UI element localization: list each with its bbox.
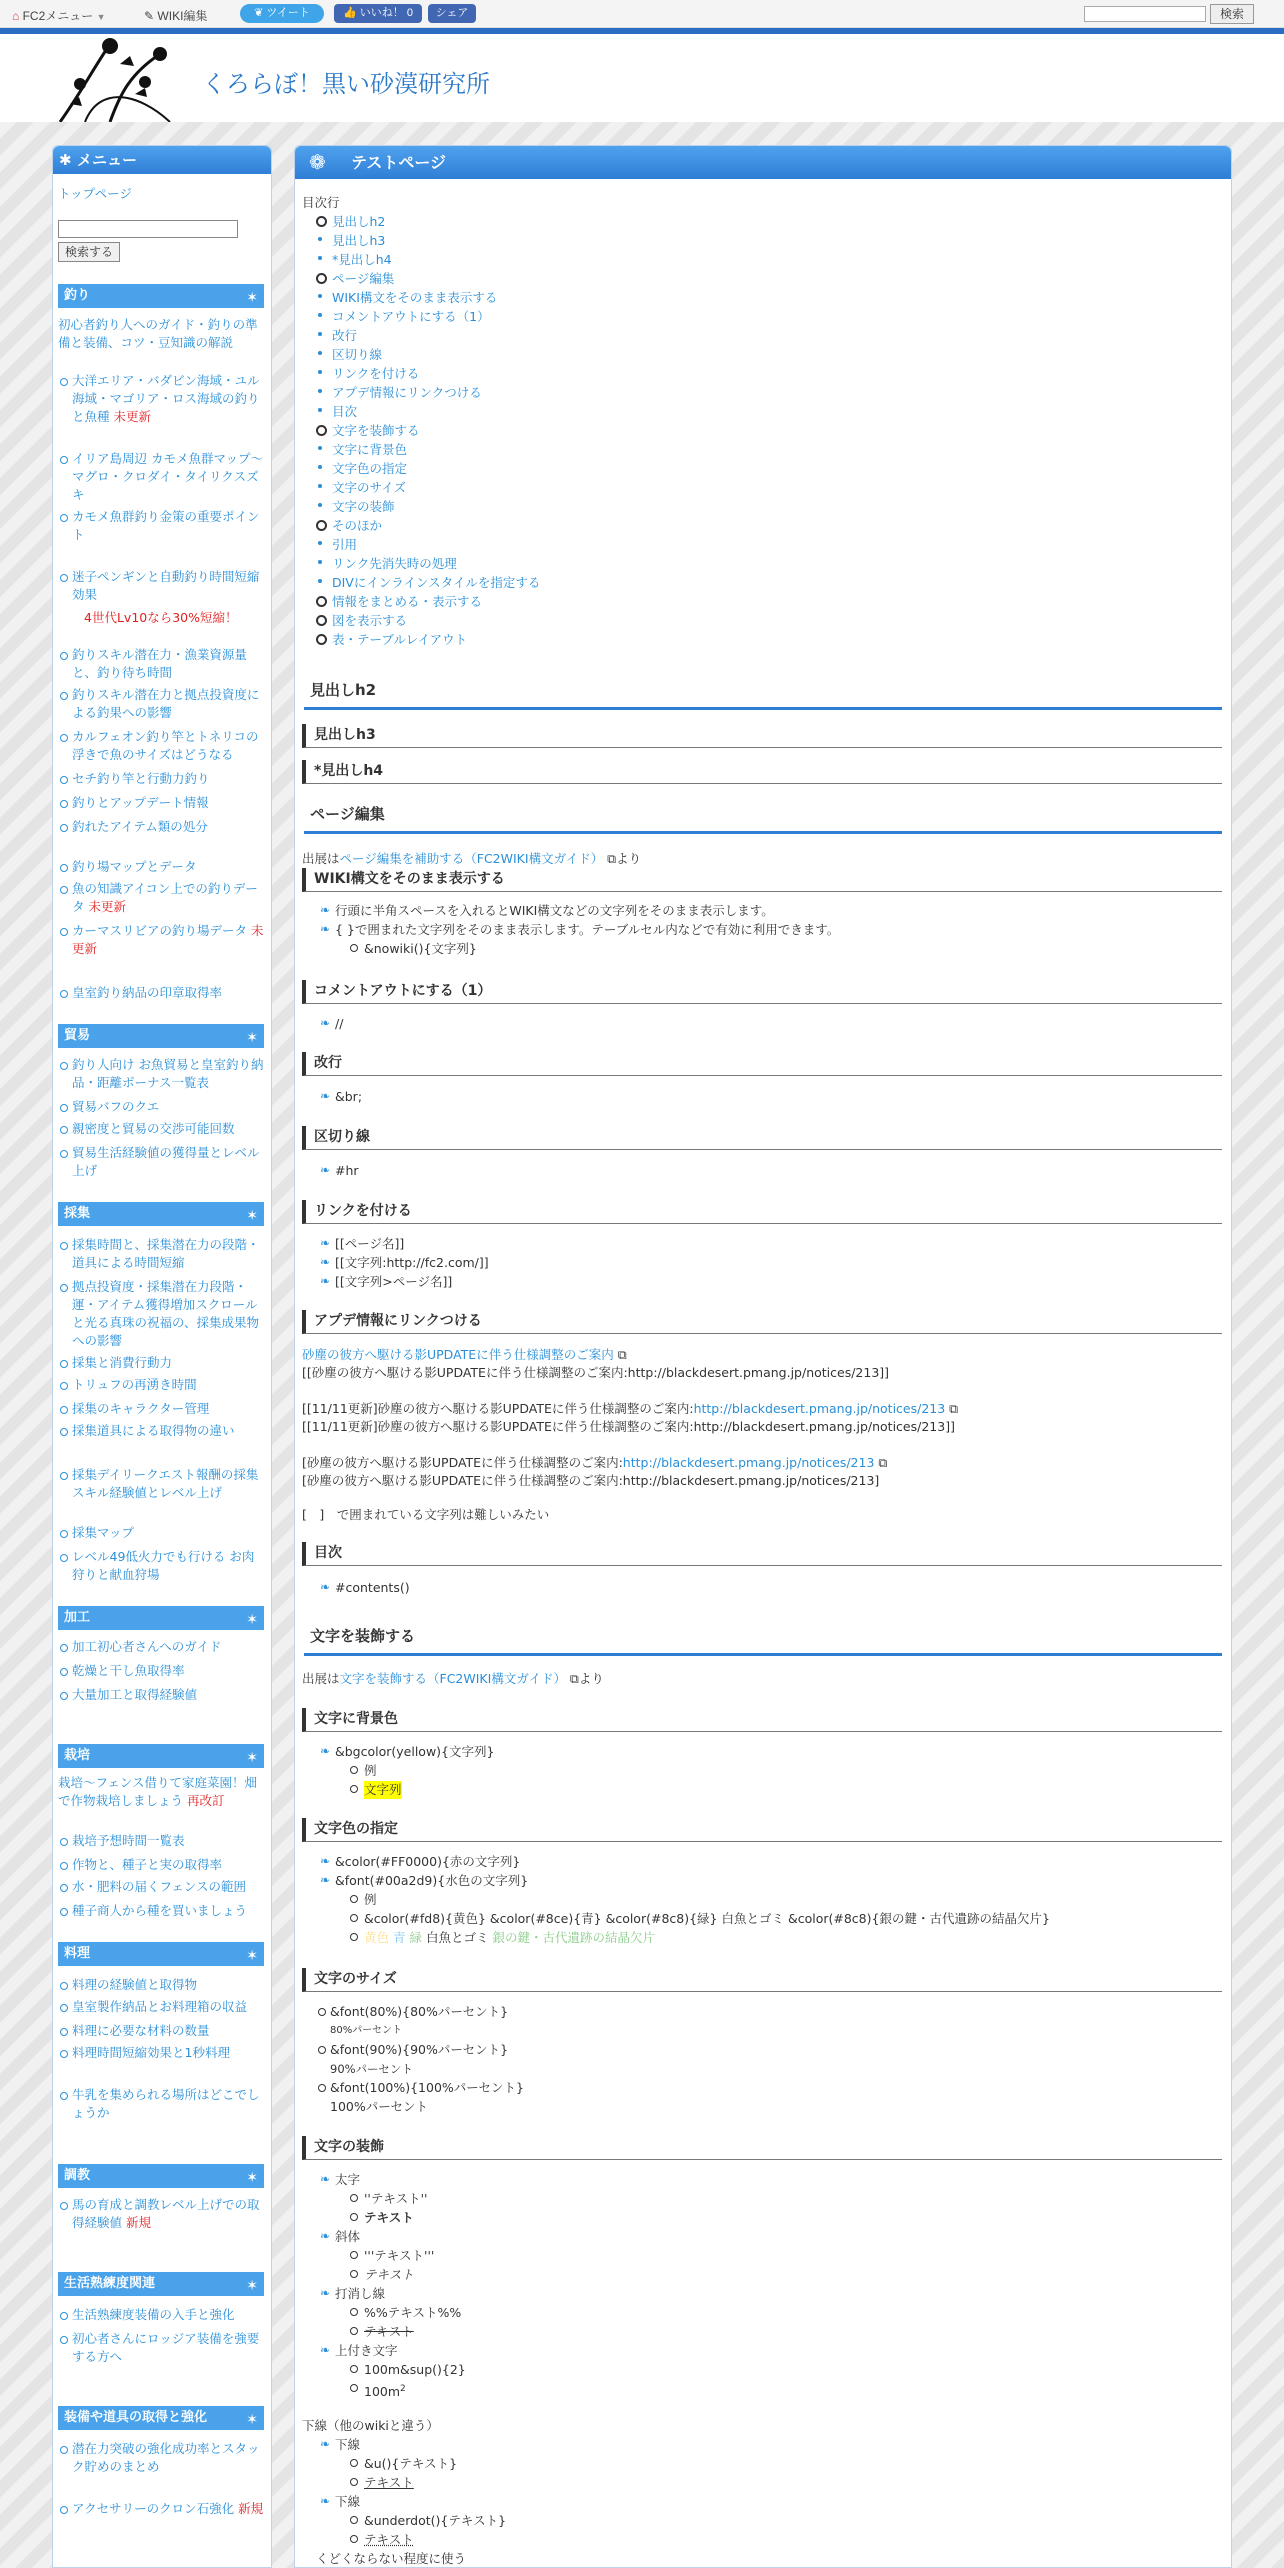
circle-bullet: [350, 2516, 358, 2524]
sidebar-item[interactable]: 大洋エリア・バダビン海域・ユル海域・マゴリア・ロス海域の釣りと魚種 未更新: [58, 372, 264, 426]
toc-item[interactable]: 情報をまとめる・表示する: [332, 594, 483, 609]
fish-bullet-icon: ❧: [320, 1255, 331, 1269]
page-title: テストページ: [351, 153, 447, 172]
fish-bullet-icon: ❧: [320, 2229, 331, 2243]
heading-color: 文字色の指定: [302, 1818, 1222, 1842]
sidebar-section-fishing: 釣り ✶: [58, 284, 264, 308]
sidebar-item[interactable]: 乾燥と干し魚取得率: [58, 1662, 264, 1680]
circle-bullet: [350, 2459, 358, 2467]
underline-syntax: &u(){テキスト}: [364, 2456, 458, 2471]
external-link-icon: ⧉: [613, 1347, 627, 1362]
site-header: [0, 34, 1284, 122]
sidebar-item[interactable]: 料理時間短縮効果と1秒料理: [58, 2044, 264, 2062]
heading-toc: 目次: [302, 1542, 1222, 1566]
circle-bullet: [350, 2270, 358, 2278]
strike-label: 打消し線: [335, 2286, 386, 2301]
bgcolor-text: &bgcolor(yellow){文字列}: [335, 1744, 495, 1759]
fish-bullet-icon: ❧: [320, 1873, 331, 1887]
sidebar-item[interactable]: アクセサリーのクロン石強化 新規: [58, 2500, 264, 2518]
bgcolor-example: 文字列: [364, 1782, 402, 1797]
underline-example: テキスト: [364, 2475, 414, 2490]
sidebar-note: 4世代Lv10なら30%短縮！: [84, 610, 238, 625]
sidebar-item[interactable]: 釣り人向け お魚貿易と皇室釣り納品・距離ボーナス一覧表: [58, 1056, 264, 1092]
fish-bullet-icon: ❧: [320, 1089, 331, 1103]
toc-item[interactable]: 文字のサイズ: [332, 480, 407, 495]
link-text-3: [[文字列>ページ名]]: [335, 1274, 453, 1289]
sidebar-intro-farming[interactable]: 栽培～フェンス借りて家庭菜園！畑で作物栽培しましょう 再改訂: [58, 1775, 258, 1808]
sidebar-item[interactable]: 貿易バフのクエ: [58, 1098, 264, 1116]
fc2-home-icon: ⌂: [12, 9, 20, 23]
crown-ornament-icon: ❁: [309, 150, 326, 174]
fish-bullet-icon: ❧: [320, 2172, 331, 2186]
sidebar-item[interactable]: 採集時間と、採集潜在力の段階・道具による時間短縮: [58, 1236, 264, 1272]
update-link-line: [302, 1346, 627, 1364]
heading-decoration: 文字を装飾する: [304, 1622, 1222, 1656]
sidebar-item[interactable]: 種子商人から種を買いましょう: [58, 1902, 264, 1920]
raw-text-1: 行頭に半角スペースを入れるとWIKI構文などの文字列をそのまま表示します。: [335, 903, 774, 918]
sidebar-item[interactable]: 釣れたアイテム類の処分: [58, 818, 264, 836]
update-text-3: [[11/11更新]砂塵の彼方へ駆ける影UPDATEに伴う仕様調整のご案内:http://blackdesert.pmang.jp/notices/213 ⧉: [302, 1401, 959, 1416]
bold-syntax: ''テキスト'': [364, 2191, 428, 2206]
edit-icon: ✎: [144, 9, 155, 23]
sidebar-item[interactable]: トリュフの再湧き時間: [58, 1376, 264, 1394]
link-text-1: [[ページ名]]: [335, 1236, 405, 1251]
toc-item[interactable]: *見出しh4: [332, 252, 392, 267]
sidebar-search-button[interactable]: 検索する: [58, 242, 120, 262]
sidebar-item[interactable]: 馬の育成と調教レベル上げでの取得経験値 新規: [58, 2196, 264, 2232]
toc-item[interactable]: リンクを付ける: [332, 366, 420, 381]
closing-note: くどくならない程度に使う: [316, 2551, 467, 2566]
toc-item[interactable]: 表・テーブルレイアウト: [332, 632, 468, 647]
circle-bullet: [350, 2478, 358, 2486]
update-url-link[interactable]: http://blackdesert.pmang.jp/notices/213: [622, 1455, 875, 1470]
heading-comment: コメントアウトにする（1）: [302, 980, 1222, 1004]
circle-bullet: [350, 2535, 358, 2543]
size-example-90: 90%パーセント: [330, 2062, 413, 2076]
sparkle-icon: ✶: [246, 2278, 258, 2294]
sparkle-icon: ✶: [246, 2170, 258, 2186]
sparkle-icon: ✶: [246, 1208, 258, 1224]
sparkle-icon: ✶: [246, 1948, 258, 1964]
raw-text-2: { }で囲まれた文字列をそのまま表示します。テーブルセル内などで有効に利用できます。: [335, 922, 840, 937]
example-label: 例: [364, 1892, 377, 1907]
search-button[interactable]: 検索: [1210, 4, 1254, 24]
update-text-6: [砂塵の彼方へ駆ける影UPDATEに伴う仕様調整のご案内:http://blackdesert.pmang.jp/notices/213]: [302, 1473, 880, 1488]
example-label: 例: [364, 1763, 377, 1778]
source-line: 出展はページ編集を補助する（FC2WIKI構文ガイド） ⧉より: [302, 851, 642, 866]
sidebar-item[interactable]: 釣りスキル潜在力と拠点投資度による釣果への影響: [58, 686, 264, 722]
toc-item[interactable]: 改行: [332, 328, 358, 343]
sparkle-icon: ✶: [246, 1750, 258, 1766]
heading-h4: *見出しh4: [302, 760, 1222, 784]
sidebar-item[interactable]: 親密度と貿易の交渉可能回数: [58, 1120, 264, 1138]
update-text-4: [[11/11更新]砂塵の彼方へ駆ける影UPDATEに伴う仕様調整のご案内:http://blackdesert.pmang.jp/notices/213]]: [302, 1419, 955, 1434]
fc2-menu[interactable]: ⌂ FC2メニュー ▼: [12, 9, 106, 23]
toc-label: 目次行: [302, 195, 340, 210]
update-link[interactable]: 砂塵の彼方へ駆ける影UPDATEに伴う仕様調整のご案内: [302, 1347, 614, 1362]
heading-h2: 見出しh2: [304, 676, 1222, 710]
sparkle-icon: ✶: [246, 2412, 258, 2428]
sidebar-item[interactable]: 加工初心者さんへのガイド: [58, 1638, 264, 1656]
circle-bullet: [350, 2308, 358, 2316]
toc-item[interactable]: 文字色の指定: [332, 461, 408, 476]
circle-bullet: [350, 2213, 358, 2221]
fish-bullet-icon: ❧: [320, 2343, 331, 2357]
fish-bullet-icon: ❧: [320, 1163, 331, 1177]
size-text-1: &font(80%){80%パーセント}: [330, 2004, 509, 2019]
sidebar-item[interactable]: 料理の経験値と取得物: [58, 1976, 264, 1994]
sidebar-item[interactable]: 大量加工と取得経験値: [58, 1686, 264, 1704]
sidebar-item[interactable]: 採集のキャラクター管理: [58, 1400, 264, 1418]
sidebar-item[interactable]: 釣り場マップとデータ: [58, 858, 264, 876]
circle-bullet: [318, 2008, 326, 2016]
sidebar-item[interactable]: 料理に必要な材料の数量: [58, 2022, 264, 2040]
sidebar-item[interactable]: 生活熟練度装備の入手と強化: [58, 2306, 264, 2324]
external-link-icon: ⧉: [874, 1455, 888, 1470]
update-text-5: [砂塵の彼方へ駆ける影UPDATEに伴う仕様調整のご案内:http://blackdesert.pmang.jp/notices/213 ⧉: [302, 1455, 888, 1470]
circle-bullet: [350, 2384, 358, 2392]
heading-bgcolor: 文字に背景色: [302, 1708, 1222, 1732]
page-header: [295, 146, 1231, 179]
color-text-3: &color(#fd8){黄色} &color(#8ce){青} &color(#8c8){緑} 白魚とゴミ &color(#8c8){銀の鍵・古代遺跡の結晶欠片}: [364, 1911, 1050, 1926]
circle-bullet: [350, 2194, 358, 2202]
sidebar-section-processing: 加工 ✶: [58, 1606, 264, 1630]
color-text-2: &font(#00a2d9){水色の文字列}: [335, 1873, 529, 1888]
fish-bullet-icon: ❧: [320, 1274, 331, 1288]
sidebar-item[interactable]: 魚の知識アイコン上での釣りデータ 未更新: [58, 880, 264, 916]
heading-raw: WIKI構文をそのまま表示する: [302, 868, 1222, 892]
sidebar-item[interactable]: 牛乳を集められる場所はどこでしょうか: [58, 2086, 264, 2122]
sidebar-item[interactable]: 釣りとアップデート情報: [58, 794, 264, 812]
toc-item[interactable]: 見出しh3: [332, 233, 386, 248]
heading-hr: 区切り線: [302, 1126, 1222, 1150]
toc-item[interactable]: アプデ情報にリンクつける: [332, 385, 482, 400]
toc-item[interactable]: 見出しh2: [332, 214, 386, 229]
sidebar-item[interactable]: 皇室製作納品とお料理箱の収益: [58, 1998, 264, 2016]
sidebar-search-input[interactable]: [58, 220, 238, 238]
share-button[interactable]: シェア: [428, 4, 476, 23]
sidebar-item[interactable]: 栽培予想時間一覧表: [58, 1832, 264, 1850]
heading-text-decoration: 文字の装飾: [302, 2136, 1222, 2160]
sidebar-item[interactable]: セチ釣り竿と行動力釣り: [58, 770, 264, 788]
toc-item[interactable]: 文字の装飾: [332, 499, 395, 514]
source-link[interactable]: 文字を装飾する（FC2WIKI構文ガイド）: [339, 1671, 566, 1686]
circle-bullet: [350, 1895, 358, 1903]
search-input[interactable]: [1084, 6, 1206, 22]
hr-text: #hr: [335, 1163, 359, 1178]
sidebar-item[interactable]: 初心者さんにロッジア装備を強要する方へ: [58, 2330, 264, 2366]
toc-item[interactable]: DIVにインラインスタイルを指定する: [332, 575, 541, 590]
toc-item[interactable]: 文字を装飾する: [332, 423, 420, 438]
circle-bullet: [350, 944, 358, 952]
sparkle-icon: ✶: [246, 290, 258, 306]
size-text-3: &font(100%){100%パーセント}: [330, 2080, 525, 2095]
underline-label-2: 下線: [335, 2494, 361, 2509]
sidebar-item[interactable]: 採集デイリークエスト報酬の採集スキル経験値とレベル上げ: [58, 1466, 264, 1502]
heading-link: リンクを付ける: [302, 1200, 1222, 1224]
raw-text-3: &nowiki(){文字列}: [364, 941, 477, 956]
chevron-down-icon: ▼: [96, 12, 106, 22]
sidebar-item[interactable]: 作物と、種子と実の取得率: [58, 1856, 264, 1874]
toc-item[interactable]: コメントアウトにする（1）: [332, 309, 490, 324]
thumbs-up-icon: 👍: [343, 7, 357, 19]
sidebar-top-link[interactable]: トップページ: [58, 186, 132, 201]
update-url-link[interactable]: http://blackdesert.pmang.jp/notices/213: [693, 1401, 946, 1416]
external-link-icon: ⧉: [945, 1401, 959, 1416]
sidebar-item[interactable]: 水・肥料の届くフェンスの範囲: [58, 1878, 264, 1896]
heading-size: 文字のサイズ: [302, 1968, 1222, 1992]
sidebar-item[interactable]: 採集マップ: [58, 1524, 264, 1542]
sup-label: 上付き文字: [335, 2343, 398, 2358]
underline-label: 下線: [335, 2437, 361, 2452]
underdot-example: テキスト: [364, 2532, 414, 2547]
toc-item[interactable]: 文字に背景色: [332, 442, 408, 457]
circle-bullet: [318, 2084, 326, 2092]
toc-item[interactable]: WIKI構文をそのまま表示する: [332, 290, 498, 305]
heading-h3: 見出しh3: [302, 724, 1222, 748]
source-link[interactable]: ページ編集を補助する（FC2WIKI構文ガイド）: [339, 851, 604, 866]
fish-bullet-icon: ❧: [320, 1236, 331, 1250]
sidebar-item[interactable]: 拠点投資度・採集潜在力段階・運・アイテム獲得増加スクロールと光る真珠の祝福の、採集成果物への影響: [58, 1278, 264, 1350]
size-text-2: &font(90%){90%パーセント}: [330, 2042, 509, 2057]
sidebar-section-gathering: 採集 ✶: [58, 1202, 264, 1226]
fish-bullet-icon: ❧: [320, 922, 331, 936]
toc-text: #contents(): [335, 1580, 410, 1595]
sidebar-item[interactable]: 潜在力突破の強化成功率とスタック貯めのまとめ: [58, 2440, 264, 2476]
circle-bullet: [350, 2365, 358, 2373]
sidebar-section-life-skill: 生活熟練度関連 ✶: [58, 2272, 264, 2296]
circle-bullet: [350, 1914, 358, 1922]
sparkle-icon: ✶: [246, 1030, 258, 1046]
sidebar-intro-fishing[interactable]: 初心者釣り人へのガイド・釣りの準備と装備、コツ・豆知識の解説: [58, 317, 258, 350]
circle-bullet: [350, 2327, 358, 2335]
italic-example: テキスト: [364, 2267, 414, 2282]
fish-bullet-icon: ❧: [320, 1580, 331, 1594]
fc2-toolbar: [0, 0, 1284, 28]
fish-bullet-icon: ❧: [320, 2286, 331, 2300]
site-title[interactable]: くろらぼ！黒い砂漠研究所: [202, 70, 490, 98]
fish-bullet-icon: ❧: [320, 2494, 331, 2508]
fish-bullet-icon: ❧: [320, 2437, 331, 2451]
toc-item[interactable]: 引用: [332, 537, 358, 552]
fish-bullet-icon: ❧: [320, 1744, 331, 1758]
toc-item[interactable]: 図を表示する: [332, 613, 408, 628]
fish-bullet-icon: ❧: [320, 1016, 331, 1030]
sidebar-header: ✱ メニュー: [53, 146, 271, 174]
toc-item[interactable]: ページ編集: [332, 271, 395, 286]
heading-page-edit: ページ編集: [304, 800, 1222, 834]
like-button[interactable]: 👍 いいね！ 0: [334, 4, 422, 23]
size-example-80: 80%パーセント: [330, 2025, 403, 2036]
bird-icon: ❦: [254, 7, 264, 19]
fish-bullet-icon: ❧: [320, 1854, 331, 1868]
menu-icon: ✱: [59, 151, 72, 169]
sidebar-item[interactable]: 貿易生活経験値の獲得量とレベル上げ: [58, 1144, 264, 1180]
italic-label: 斜体: [335, 2229, 361, 2244]
wiki-edit-link[interactable]: ✎ WIKI編集: [144, 9, 208, 23]
toc-item[interactable]: リンク先消失時の処理: [332, 556, 457, 571]
tweet-button[interactable]: ❦ ツイート: [240, 4, 324, 23]
fish-bullet-icon: ❧: [320, 903, 331, 917]
sidebar-item[interactable]: カーマスリビアの釣り場データ 未更新: [58, 922, 264, 958]
circle-bullet: [350, 1785, 358, 1793]
br-text: &br;: [335, 1089, 363, 1104]
sparkle-icon: ✶: [246, 1612, 258, 1628]
sidebar-item[interactable]: カモメ魚群釣り金策の重要ポイント: [58, 508, 264, 544]
sidebar-section-cooking: 料理 ✶: [58, 1942, 264, 1966]
heading-br: 改行: [302, 1052, 1222, 1076]
sup-syntax: 100m&sup(){2}: [364, 2362, 466, 2377]
color-text-1: &color(#FF0000){赤の文字列}: [335, 1854, 521, 1869]
butterfly-logo-icon: [50, 34, 190, 122]
external-link-icon: ⧉: [565, 1671, 579, 1686]
sidebar-section-training: 調教 ✶: [58, 2164, 264, 2188]
circle-bullet: [350, 1766, 358, 1774]
external-link-icon: ⧉: [603, 851, 617, 866]
bold-example: テキスト: [364, 2210, 414, 2225]
sidebar-item[interactable]: 皇室釣り納品の印章取得率: [58, 984, 264, 1002]
sidebar-item[interactable]: 採集道具による取得物の違い: [58, 1422, 264, 1440]
sidebar-item[interactable]: イリア島周辺 カモメ魚群マップ～マグロ・クロダイ・タイリクスズキ: [58, 450, 264, 504]
italic-syntax: '''テキスト''': [364, 2248, 435, 2263]
strike-example: テキスト: [364, 2324, 414, 2339]
toc-item[interactable]: 目次: [332, 404, 358, 419]
heading-update: アプデ情報にリンクつける: [302, 1310, 1222, 1334]
link-text-2: [[文字列:http://fc2.com/]]: [335, 1255, 489, 1270]
underline-heading: 下線（他のwikiと違う）: [302, 2418, 439, 2433]
sidebar-item[interactable]: カルフェオン釣り竿とトネリコの浮きで魚のサイズはどうなる: [58, 728, 264, 764]
circle-bullet: [350, 1933, 358, 1941]
sup-example: $100m^2$: [364, 2384, 406, 2400]
sidebar-item[interactable]: 迷子ペンギンと自動釣り時間短縮効果: [58, 568, 264, 604]
toc-item[interactable]: そのほか: [332, 518, 383, 533]
sidebar-item[interactable]: 釣りスキル潜在力・漁業資源量と、釣り待ち時間: [58, 646, 264, 682]
source-line: 出展は文字を装飾する（FC2WIKI構文ガイド） ⧉より: [302, 1671, 604, 1686]
circle-bullet: [350, 2251, 358, 2259]
update-text-7: [ ] で囲まれている文字列は難しいみたい: [302, 1507, 550, 1522]
sidebar-item[interactable]: レベル49低火力でも行ける お肉狩りと献血狩場: [58, 1548, 264, 1584]
color-example: 黄色 青 緑 白魚とゴミ 銀の鍵・古代遺跡の結晶欠片: [364, 1930, 656, 1945]
update-text-2: [[砂塵の彼方へ駆ける影UPDATEに伴う仕様調整のご案内:http://blackdesert.pmang.jp/notices/213]]: [302, 1365, 890, 1380]
comment-text: //: [335, 1016, 344, 1031]
underdot-syntax: &underdot(){テキスト}: [364, 2513, 507, 2528]
circle-bullet: [318, 2046, 326, 2054]
size-example-100: 100%パーセント: [330, 2099, 428, 2114]
sidebar-item[interactable]: 採集と消費行動力: [58, 1354, 264, 1372]
bold-label: 太字: [335, 2172, 361, 2187]
strike-syntax: %%テキスト%%: [364, 2305, 462, 2320]
sidebar-section-trade: 貿易 ✶: [58, 1024, 264, 1048]
sidebar-section-equipment: 装備や道具の取得と強化 ✶: [58, 2406, 264, 2430]
sidebar-section-farming: 栽培 ✶: [58, 1744, 264, 1768]
toc-item[interactable]: 区切り線: [332, 347, 383, 362]
